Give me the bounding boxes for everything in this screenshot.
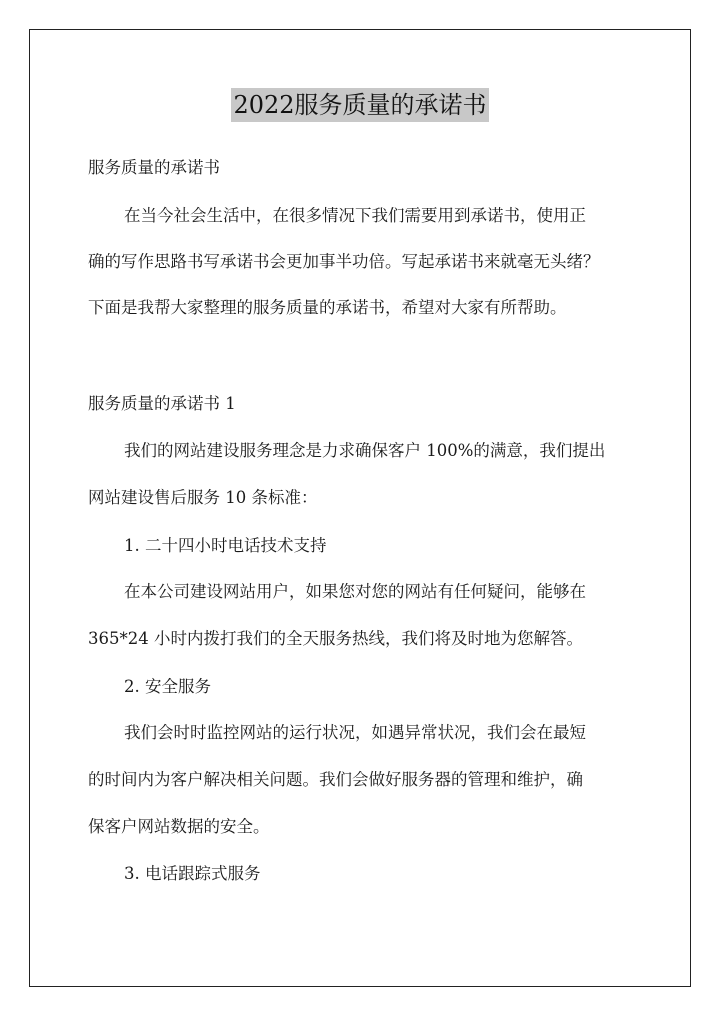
paragraph-line: 网站建设售后服务 10 条标准： bbox=[88, 488, 318, 507]
document-title: 2022服务质量的承诺书 bbox=[231, 88, 488, 122]
paragraph-line: 我们会时时监控网站的运行状况，如遇异常状况，我们会在最短 bbox=[124, 723, 586, 742]
paragraph-line: 确的写作思路书写承诺书会更加事半功倍。写起承诺书来就毫无头绪？ bbox=[88, 252, 600, 271]
paragraph-line: 365*24 小时内拨打我们的全天服务热线，我们将及时地为您解答。 bbox=[88, 629, 583, 648]
section-heading: 服务质量的承诺书 1 bbox=[88, 394, 236, 413]
list-item-heading: 3. 电话跟踪式服务 bbox=[124, 864, 261, 883]
paragraph-line: 保客户网站数据的安全。 bbox=[88, 817, 270, 836]
paragraph-line: 下面是我帮大家整理的服务质量的承诺书，希望对大家有所帮助。 bbox=[88, 298, 567, 317]
list-item-heading: 2. 安全服务 bbox=[124, 677, 211, 696]
section-heading: 服务质量的承诺书 bbox=[88, 158, 220, 177]
list-item-heading: 1. 二十四小时电话技术支持 bbox=[124, 536, 327, 555]
paragraph-line: 在当今社会生活中，在很多情况下我们需要用到承诺书，使用正 bbox=[124, 206, 586, 225]
title-container bbox=[0, 88, 720, 122]
paragraph-line: 我们的网站建设服务理念是力求确保客户 100%的满意，我们提出 bbox=[124, 441, 606, 460]
paragraph-line: 在本公司建设网站用户，如果您对您的网站有任何疑问，能够在 bbox=[124, 582, 586, 601]
paragraph-line: 的时间内为客户解决相关问题。我们会做好服务器的管理和维护，确 bbox=[88, 770, 583, 789]
